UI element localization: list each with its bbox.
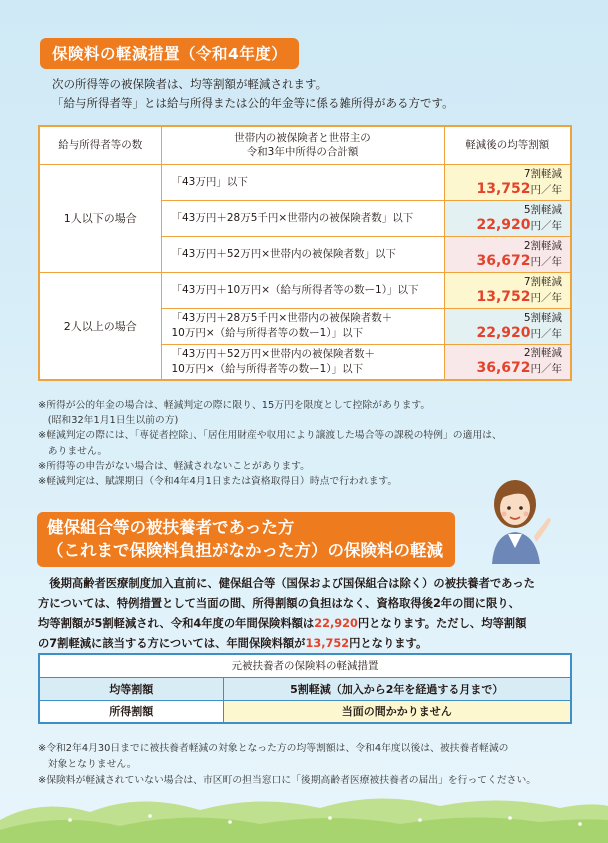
para-line: 後期高齢者医療制度加入直前に、健保組合等（国保および国保組合は除く）の被扶養者であった <box>38 577 535 590</box>
note-line: ※所得等の申告がない場合は、軽減されないことがあります。 <box>38 460 310 472</box>
section2-title-line1: 健保組合等の被扶養者であった方 <box>47 518 295 537</box>
rate-unit: 円／年 <box>530 327 562 340</box>
rate-amount: 22,920 <box>476 324 531 341</box>
rate-amount: 13,752 <box>476 180 531 197</box>
rate-unit: 円／年 <box>530 219 562 232</box>
rate-label: 5割軽減 <box>523 311 562 324</box>
condition-cell <box>161 308 444 344</box>
note-line: ※軽減判定は、賦課期日（令和4年4月1日または資格取得日）時点で行われます。 <box>38 476 398 488</box>
para-text: 均等割額が5割軽減され、令和4年度の年間保険料額は <box>38 617 315 630</box>
note-line: (昭和32年1月1日生以前の方) <box>38 415 179 427</box>
rate-cell <box>444 272 571 308</box>
rate-label: 5割軽減 <box>523 203 562 216</box>
rate-cell <box>444 200 571 236</box>
condition-line: 10万円×（給与所得者等の数ー1）」以下 <box>171 327 364 339</box>
condition-cell: 「43万円＋52万円×世帯内の被保険者数」以下 <box>161 236 444 272</box>
rate-amount: 22,920 <box>476 216 531 233</box>
table-title-row <box>39 654 571 677</box>
table-row <box>39 700 571 723</box>
header-income-line2: 令和3年中所得の合計額 <box>246 146 359 159</box>
para-line <box>38 614 578 634</box>
section1-notes <box>38 398 502 489</box>
rate-label: 2割軽減 <box>523 347 562 360</box>
section1-title: 保険料の軽減措置（令和4年度） <box>40 38 299 69</box>
staff-illustration <box>478 468 552 564</box>
header-income-line1: 世帯内の被保険者と世帯主の <box>234 132 371 145</box>
row-value: 5割軽減（加入から2年を経過する月まで） <box>223 677 571 700</box>
para-text: 円となります。ただし、均等割額 <box>357 617 527 630</box>
table-row <box>39 272 571 308</box>
note-line: ありません。 <box>38 445 108 457</box>
intro-line: 「給与所得者等」とは給与所得または公的年金等に係る雑所得がある方です。 <box>52 96 454 110</box>
condition-line: 「43万円＋52万円×世帯内の被保険者数＋ <box>171 347 376 360</box>
rate-cell <box>444 164 571 200</box>
header-earners: 給与所得者等の数 <box>39 126 161 164</box>
rate-label: 7割軽減 <box>523 275 562 288</box>
row-label: 均等割額 <box>39 677 223 700</box>
rate-unit: 円／年 <box>530 363 562 376</box>
para-amount: 22,920 <box>314 617 358 630</box>
para-text: の7割軽減に該当する方については、年間保険料額が <box>38 637 306 650</box>
header-amount: 軽減後の均等割額 <box>444 126 571 164</box>
reduction-table <box>38 125 572 381</box>
note-line: ※保険料が軽減されていない場合は、市区町の担当窓口に「後期高齢者医療被扶養者の届出」を行ってください。 <box>38 775 537 786</box>
para-amount: 13,752 <box>305 637 350 650</box>
rate-amount: 13,752 <box>476 288 531 305</box>
condition-cell: 「43万円」以下 <box>161 164 444 200</box>
note-line: ※所得が公的年金の場合は、軽減判定の際に限り、15万円を限度として控除があります。 <box>38 400 431 411</box>
rate-amount: 36,672 <box>476 252 531 269</box>
note-line: 対象となりません。 <box>38 759 137 770</box>
row-label: 所得割額 <box>39 700 223 723</box>
rate-label: 7割軽減 <box>523 167 562 180</box>
note-line: ※軽減判定の際には、「専従者控除」、「居住用財産や収用により譲渡した場合等の課税の特例」の適用は、 <box>38 430 502 442</box>
rate-amount: 36,672 <box>476 360 531 377</box>
group-label: 1人以下の場合 <box>39 164 161 272</box>
rate-unit: 円／年 <box>530 255 562 268</box>
table-row <box>39 164 571 200</box>
rate-cell <box>444 236 571 272</box>
section2-title <box>37 512 455 567</box>
para-line: 方については、特例措置として当面の間、所得割額の負担はなく、資格取得後2年の間に限り、 <box>38 597 520 610</box>
dependent-reduction-table <box>38 653 572 724</box>
condition-line: 10万円×（給与所得者等の数ー1）」以下 <box>171 362 364 375</box>
rate-cell <box>444 308 571 344</box>
para-line <box>38 634 578 654</box>
table-header-row <box>39 126 571 164</box>
rate-unit: 円／年 <box>530 291 562 304</box>
row-value: 当面の間かかりません <box>223 700 571 723</box>
section2-paragraph <box>38 574 578 654</box>
table-title: 元被扶養者の保険料の軽減措置 <box>39 654 571 677</box>
condition-cell <box>161 344 444 380</box>
table-row <box>39 677 571 700</box>
header-income <box>161 126 444 164</box>
section2-notes <box>38 741 536 789</box>
rate-unit: 円／年 <box>530 183 562 196</box>
intro-line: 次の所得等の被保険者は、均等割額が軽減されます。 <box>52 77 328 91</box>
section1-intro <box>52 75 454 113</box>
grass-decoration <box>0 790 608 843</box>
condition-cell: 「43万円＋28万5千円×世帯内の被保険者数」以下 <box>161 200 444 236</box>
section2-title-line2: （これまで保険料負担がなかった方）の保険料の軽減 <box>47 541 443 560</box>
note-line: ※令和2年4月30日までに被扶養者軽減の対象となった方の均等割額は、令和4年度以後は、被扶養者軽減の <box>38 743 509 754</box>
rate-cell <box>444 344 571 380</box>
rate-label: 2割軽減 <box>523 239 562 252</box>
para-text: 円となります。 <box>349 637 428 650</box>
condition-line: 「43万円＋28万5千円×世帯内の被保険者数＋ <box>171 312 393 324</box>
group-label: 2人以上の場合 <box>39 272 161 380</box>
condition-cell: 「43万円＋10万円×（給与所得者等の数ー1）」以下 <box>161 272 444 308</box>
